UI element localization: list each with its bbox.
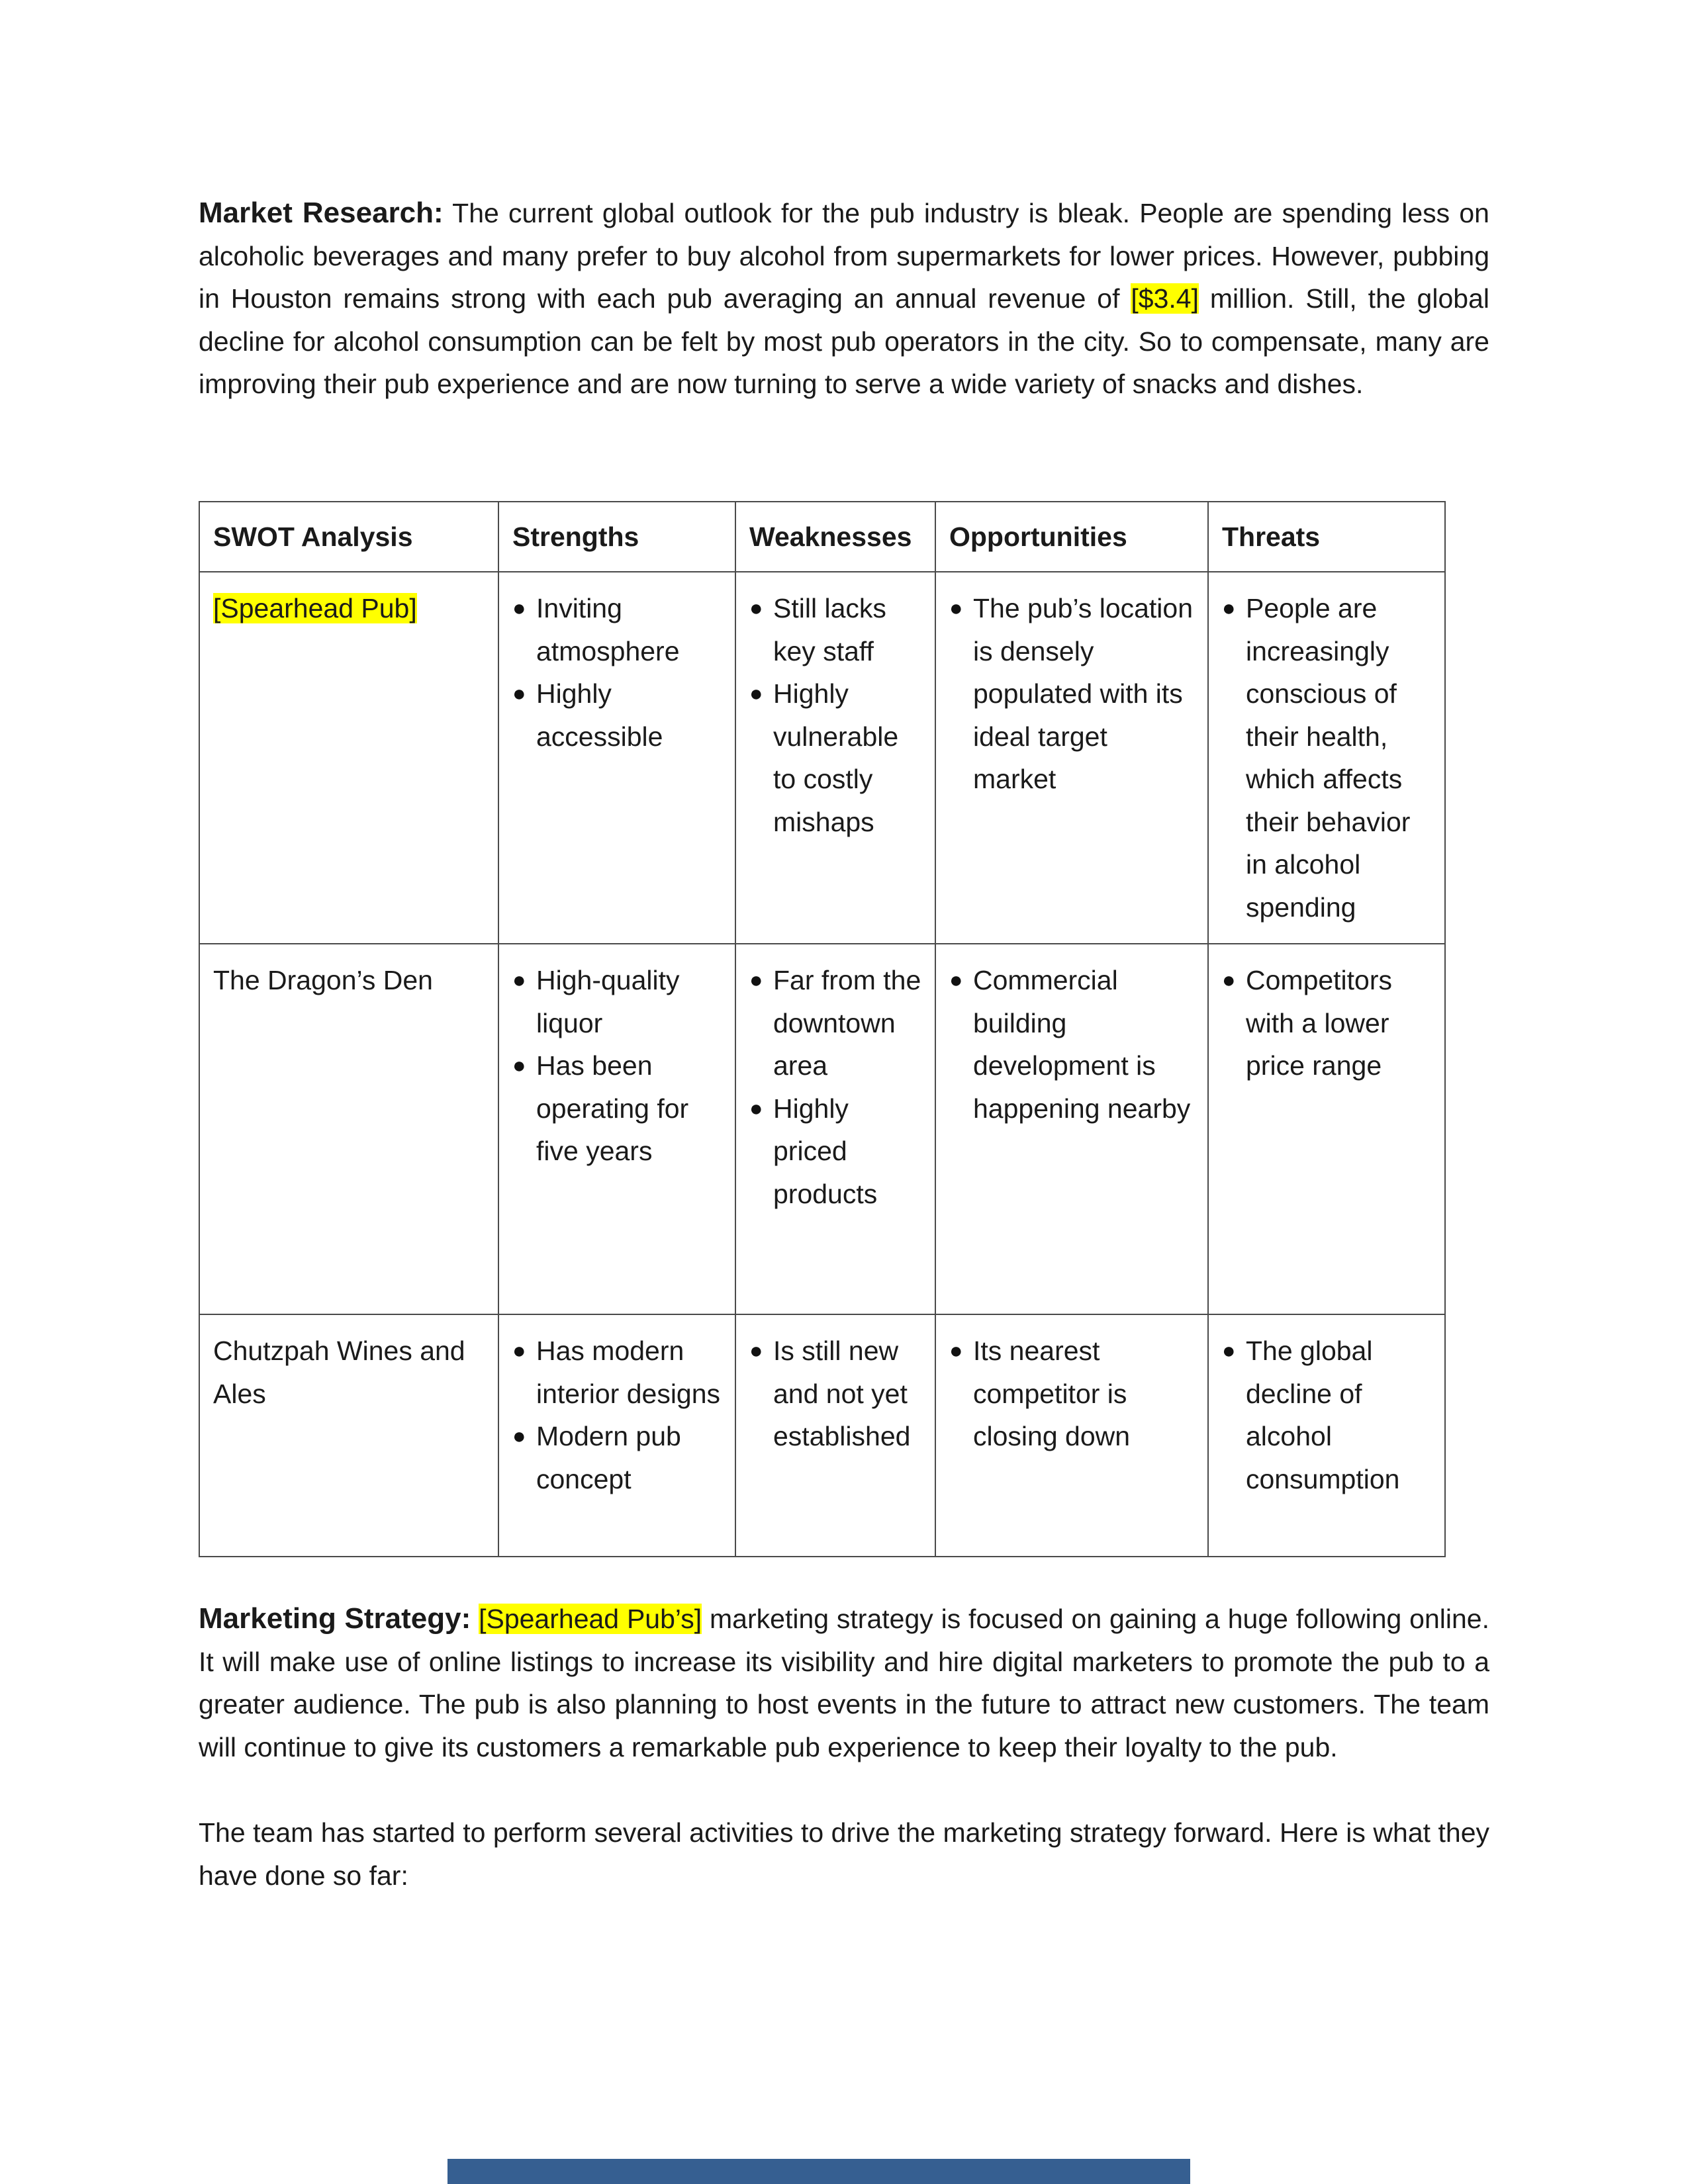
list-item: ● Its nearest competitor is closing down [949,1330,1194,1458]
swot-header-opportunities: Opportunities [935,502,1208,572]
strengths-list [512,587,722,758]
strengths-cell [498,572,735,944]
list-item: ● Still lacks key staff [749,587,921,672]
opportunities-list [949,587,1194,801]
company-name-placeholder[interactable]: [Spearhead Pub] [213,593,417,623]
opportunities-cell [935,944,1208,1314]
opportunities-cell [935,1314,1208,1557]
strengths-list [512,959,722,1173]
opportunities-list [949,959,1194,1130]
list-item: ● Is still new and not yet established [749,1330,921,1458]
table-row [199,944,1445,1314]
swot-table [199,501,1446,1557]
list-item: ● High-quality liquor [512,959,722,1044]
weaknesses-cell [735,944,935,1314]
market-research-paragraph [199,192,1489,406]
list-item: ● Commercial building development is happening nearby [949,959,1194,1130]
list-item: ● Has been operating for five years [512,1044,722,1173]
marketing-strategy-text: marketing strategy is focused on gaining a huge following online. It will make use of online listings to increase its visibility and hire digital marketers to promote the pub to a greater audience. The pub is also planning to host events in the future to attract new customers. The team will continue to give its customers a remarkable pub experience to keep their loyalty to the pub. [199,1604,1489,1762]
swot-header-strengths: Strengths [498,502,735,572]
marketing-strategy-heading: Marketing Strategy: [199,1602,471,1635]
swot-header-threats: Threats [1208,502,1445,572]
swot-header-weaknesses: Weaknesses [735,502,935,572]
list-item: ● The global decline of alcohol consumption [1222,1330,1431,1500]
table-row [199,572,1445,944]
threats-list [1222,959,1431,1087]
opportunities-list [949,1330,1194,1458]
strengths-cell [498,1314,735,1557]
competitor-name: The Dragon’s Den [213,965,433,995]
threats-list [1222,587,1431,929]
swot-row-name-cell [199,1314,498,1557]
threats-cell [1208,1314,1445,1557]
market-research-section [199,192,1489,406]
weaknesses-cell [735,1314,935,1557]
team-activities-paragraph: The team has started to perform several activities to drive the marketing strategy forward. Here is what they have done so far: [199,1817,1489,1891]
swot-header-analysis: SWOT Analysis [199,502,498,572]
weaknesses-list [749,587,921,843]
footer-bar [447,2159,1190,2184]
market-research-heading: Market Research: [199,197,444,229]
swot-header-row [199,502,1445,572]
marketing-strategy-section [199,1598,1489,1768]
market-research-text-2: million. Still, the global decline for alcohol consumption can be felt by most pub operators in the city. So to compensate, many are improving their pub experience and are now turning to serve a wide variety of snacks and dishes. [199,283,1489,399]
list-item: ● Highly accessible [512,672,722,758]
weaknesses-list [749,959,921,1215]
team-activities-section [199,1811,1489,1897]
strengths-list [512,1330,722,1500]
strengths-cell [498,944,735,1314]
list-item: ● Highly vulnerable to costly mishaps [749,672,921,843]
weaknesses-list [749,1330,921,1458]
swot-row-name-cell [199,572,498,944]
table-row [199,1314,1445,1557]
list-item: ● Competitors with a lower price range [1222,959,1431,1087]
threats-cell [1208,944,1445,1314]
list-item: ● Inviting atmosphere [512,587,722,672]
list-item: ● Modern pub concept [512,1415,722,1500]
opportunities-cell [935,572,1208,944]
list-item: ● Highly priced products [749,1087,921,1216]
list-item: ● Has modern interior designs [512,1330,722,1415]
weaknesses-cell [735,572,935,944]
list-item: ● The pub’s location is densely populated with its ideal target market [949,587,1194,801]
threats-list [1222,1330,1431,1500]
competitor-name: Chutzpah Wines and Ales [213,1336,465,1409]
marketing-strategy-paragraph [199,1598,1489,1768]
list-item: ● People are increasingly conscious of their health, which affects their behavior in alcohol spending [1222,587,1431,929]
threats-cell [1208,572,1445,944]
swot-row-name-cell [199,944,498,1314]
list-item: ● Far from the downtown area [749,959,921,1087]
market-research-text-1: The current global outlook for the pub industry is bleak. People are spending less on alcoholic beverages and many prefer to buy alcohol from supermarkets for lower prices. However, pubbing in Houston remains strong with each pub averaging an annual revenue of [199,198,1489,314]
revenue-placeholder[interactable]: [$3.4] [1131,283,1199,314]
company-possessive-placeholder[interactable]: [Spearhead Pub’s] [479,1604,702,1634]
